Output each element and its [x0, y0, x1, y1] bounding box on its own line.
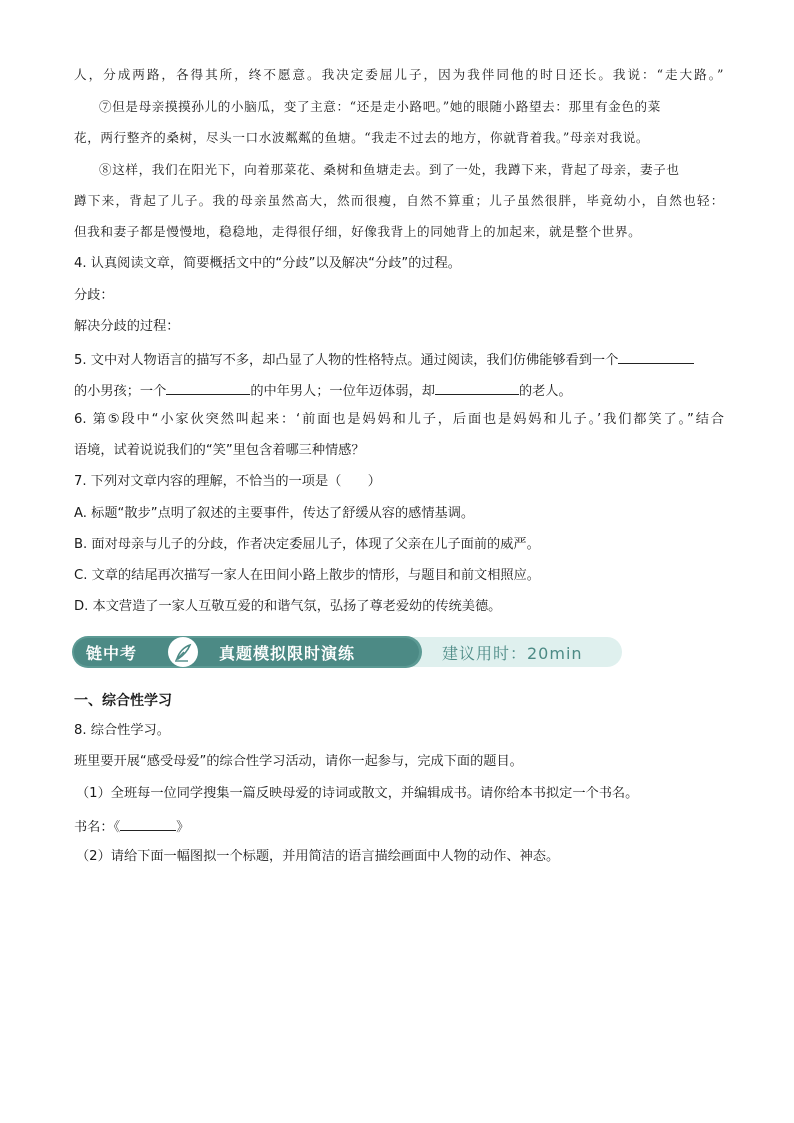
- question-8-intro: 班里要开展“感受母爱”的综合性学习活动，请你一起参与，完成下面的题目。: [74, 754, 523, 769]
- question-4-answer-b: 解决分歧的过程：: [74, 319, 180, 334]
- passage-para-7: ⑦但是母亲摸摸孙儿的小脑瓜，变了主意：“还是走小路吧。”她的眼随小路望去：那里有金色的菜: [99, 99, 661, 114]
- passage-line: 人，分成两路，各得其所，终不愿意。我决定委屈儿子，因为我伴同他的时日还长。我说：“走大路。”: [74, 67, 724, 82]
- question-7: 7. 下列对文章内容的理解，不恰当的一项是（ ）: [74, 474, 381, 489]
- banner-label-left: 链中考: [86, 644, 138, 663]
- option-d[interactable]: D. 本文营造了一家人互敬互爱的和谐气氛，弘扬了尊老爱幼的传统美德。: [74, 599, 502, 614]
- book-title-blank[interactable]: [120, 816, 176, 831]
- passage-line: 花，两行整齐的桑树，尽头一口水波粼粼的鱼塘。“我走不过去的地方，你就背着我。”母亲对我说。: [74, 130, 650, 145]
- option-b[interactable]: B. 面对母亲与儿子的分歧，作者决定委屈儿子，体现了父亲在儿子面前的威严。: [74, 537, 540, 552]
- book-title-line: [74, 816, 724, 837]
- option-a[interactable]: A. 标题“散步”点明了叙述的主要事件，传达了舒缓从容的感情基调。: [74, 506, 475, 521]
- passage-para-8: ⑧这样，我们在阳光下，向着那菜花、桑树和鱼塘走去。到了一处，我蹲下来，背起了母亲，妻子也: [99, 162, 680, 177]
- question-6-line1: 6. 第⑤段中“小家伙突然叫起来：‘前面也是妈妈和儿子，后面也是妈妈和儿子。’我们都笑了。”结合: [74, 412, 724, 427]
- passage-line: 蹲下来，背起了儿子。我的母亲虽然高大，然而很瘦，自然不算重；儿子虽然很胖，毕竟幼小，自然也轻：: [74, 193, 724, 208]
- question-4-answer-a: 分歧：: [74, 288, 114, 303]
- question-5-text: 的老人。: [518, 384, 572, 399]
- question-5-text: 的小男孩；一个: [74, 384, 167, 399]
- passage-line: 但我和妻子都是慢慢地，稳稳地，走得很仔细，好像我背上的同她背上的加起来，就是整个世界。: [74, 224, 642, 239]
- question-5-line2: [74, 380, 724, 401]
- question-8-sub2: （2）请给下面一幅图拟一个标题，并用简洁的语言描绘画面中人物的动作、神态。: [76, 849, 560, 864]
- question-5-text: 5. 文中对人物语言的描写不多，却凸显了人物的性格特点。通过阅读，我们仿佛能够看到一个: [74, 353, 619, 368]
- question-8: 8. 综合性学习。: [74, 723, 170, 738]
- section-banner: [72, 636, 622, 668]
- question-8-sub1: （1）全班每一位同学搜集一篇反映母爱的诗词或散文，并编辑成书。请你给本书拟定一个书名。: [76, 786, 639, 801]
- book-title-suffix: 》: [176, 820, 190, 835]
- question-5-line1: [74, 349, 724, 370]
- question-6-line2: 语境，试着说说我们的“笑”里包含着哪三种情感？: [74, 443, 365, 458]
- answer-blank[interactable]: [166, 380, 250, 395]
- answer-blank[interactable]: [435, 380, 519, 395]
- section-title: 一、综合性学习: [74, 693, 172, 709]
- banner-label-middle: 真题模拟限时演练: [219, 644, 356, 663]
- book-title-prefix: 书名：《: [74, 820, 121, 835]
- question-4: 4. 认真阅读文章，简要概括文中的“分歧”以及解决“分歧”的过程。: [74, 256, 461, 271]
- answer-blank[interactable]: [618, 349, 694, 364]
- pen-quill-icon: [168, 637, 198, 667]
- question-5-text: 的中年男人；一位年迈体弱，却: [250, 384, 435, 399]
- banner-label-right: 建议用时：20min: [442, 644, 583, 663]
- option-c[interactable]: C. 文章的结尾再次描写一家人在田间小路上散步的情形，与题目和前文相照应。: [74, 568, 540, 583]
